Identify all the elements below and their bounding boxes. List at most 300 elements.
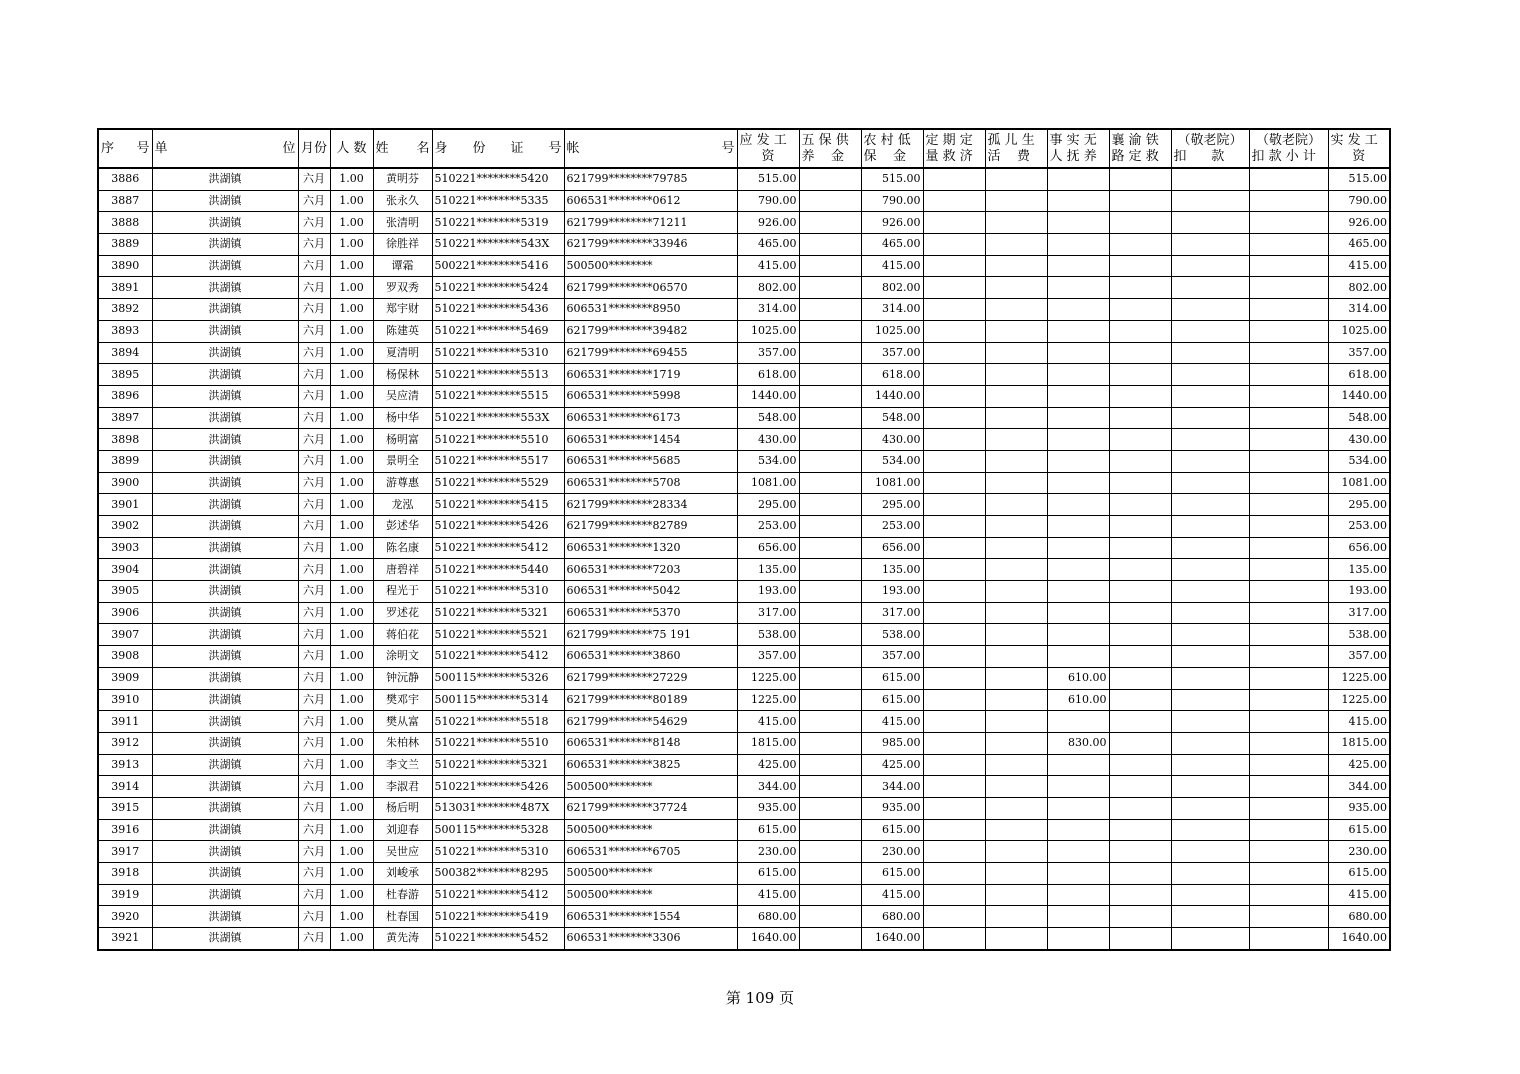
cell-dingqi [923, 407, 985, 429]
cell-actual-wage: 253.00 [1328, 516, 1390, 538]
header-jinglao-deduction: （敬老院） 扣 款 [1171, 129, 1249, 168]
cell-actual-wage: 314.00 [1328, 299, 1390, 321]
cell-count: 1.00 [330, 516, 373, 538]
cell-due-wage: 534.00 [737, 450, 799, 472]
cell-actual-wage: 295.00 [1328, 494, 1390, 516]
cell-shishi [1047, 581, 1109, 603]
cell-guer [985, 364, 1047, 386]
cell-jinglao-subtotal [1249, 928, 1328, 950]
cell-wubao [799, 928, 861, 950]
cell-dingqi [923, 646, 985, 668]
cell-jinglao-deduction [1171, 646, 1249, 668]
cell-unit: 洪湖镇 [152, 320, 298, 342]
cell-name: 杜春国 [373, 906, 432, 928]
cell-dibao: 253.00 [861, 516, 923, 538]
cell-dingqi [923, 212, 985, 234]
cell-month: 六月 [298, 581, 330, 603]
cell-unit: 洪湖镇 [152, 364, 298, 386]
cell-due-wage: 314.00 [737, 299, 799, 321]
cell-due-wage: 515.00 [737, 168, 799, 190]
cell-wubao [799, 841, 861, 863]
cell-due-wage: 538.00 [737, 624, 799, 646]
cell-id: 510221********5517 [432, 450, 564, 472]
cell-due-wage: 926.00 [737, 212, 799, 234]
cell-seq: 3902 [98, 516, 152, 538]
cell-unit: 洪湖镇 [152, 581, 298, 603]
table-row [98, 602, 1390, 624]
cell-guer [985, 841, 1047, 863]
cell-dingqi [923, 776, 985, 798]
cell-guer [985, 234, 1047, 256]
table-row [98, 429, 1390, 451]
cell-actual-wage: 357.00 [1328, 646, 1390, 668]
cell-jinglao-deduction [1171, 906, 1249, 928]
cell-account: 606531********7203 [564, 559, 737, 581]
cell-xiangyu [1109, 667, 1171, 689]
cell-dibao: 935.00 [861, 797, 923, 819]
cell-id: 510221********5513 [432, 364, 564, 386]
cell-unit: 洪湖镇 [152, 450, 298, 472]
cell-guer [985, 429, 1047, 451]
cell-dingqi [923, 429, 985, 451]
cell-account: 606531********5370 [564, 602, 737, 624]
cell-account: 606531********0612 [564, 190, 737, 212]
cell-actual-wage: 1081.00 [1328, 472, 1390, 494]
cell-actual-wage: 1640.00 [1328, 928, 1390, 950]
cell-due-wage: 790.00 [737, 190, 799, 212]
cell-shishi [1047, 863, 1109, 885]
cell-wubao [799, 602, 861, 624]
cell-jinglao-subtotal [1249, 797, 1328, 819]
cell-shishi [1047, 190, 1109, 212]
cell-dibao: 1640.00 [861, 928, 923, 950]
cell-count: 1.00 [330, 581, 373, 603]
cell-unit: 洪湖镇 [152, 255, 298, 277]
cell-name: 罗双秀 [373, 277, 432, 299]
cell-due-wage: 135.00 [737, 559, 799, 581]
cell-xiangyu [1109, 581, 1171, 603]
cell-id: 510221********5412 [432, 884, 564, 906]
cell-dingqi [923, 168, 985, 190]
table-row [98, 190, 1390, 212]
cell-seq: 3889 [98, 234, 152, 256]
cell-seq: 3904 [98, 559, 152, 581]
table-row [98, 906, 1390, 928]
cell-dibao: 790.00 [861, 190, 923, 212]
cell-name: 樊从富 [373, 711, 432, 733]
cell-dibao: 1081.00 [861, 472, 923, 494]
cell-name: 杨明富 [373, 429, 432, 451]
cell-due-wage: 193.00 [737, 581, 799, 603]
cell-month: 六月 [298, 299, 330, 321]
cell-unit: 洪湖镇 [152, 732, 298, 754]
cell-jinglao-subtotal [1249, 863, 1328, 885]
cell-due-wage: 415.00 [737, 711, 799, 733]
cell-seq: 3920 [98, 906, 152, 928]
cell-guer [985, 928, 1047, 950]
cell-shishi [1047, 277, 1109, 299]
cell-wubao [799, 277, 861, 299]
cell-count: 1.00 [330, 884, 373, 906]
cell-shishi [1047, 797, 1109, 819]
cell-account: 621799********39482 [564, 320, 737, 342]
cell-guer [985, 581, 1047, 603]
table-row [98, 537, 1390, 559]
cell-jinglao-deduction [1171, 277, 1249, 299]
cell-unit: 洪湖镇 [152, 646, 298, 668]
cell-due-wage: 357.00 [737, 646, 799, 668]
cell-count: 1.00 [330, 776, 373, 798]
cell-jinglao-subtotal [1249, 559, 1328, 581]
cell-account: 621799********27229 [564, 667, 737, 689]
cell-unit: 洪湖镇 [152, 168, 298, 190]
cell-due-wage: 425.00 [737, 754, 799, 776]
cell-id: 510221********5419 [432, 906, 564, 928]
cell-count: 1.00 [330, 906, 373, 928]
cell-unit: 洪湖镇 [152, 342, 298, 364]
cell-count: 1.00 [330, 450, 373, 472]
table-row [98, 494, 1390, 516]
cell-xiangyu [1109, 429, 1171, 451]
cell-month: 六月 [298, 277, 330, 299]
cell-actual-wage: 615.00 [1328, 863, 1390, 885]
cell-jinglao-deduction [1171, 516, 1249, 538]
cell-unit: 洪湖镇 [152, 602, 298, 624]
cell-seq: 3912 [98, 732, 152, 754]
cell-account: 606531********5998 [564, 385, 737, 407]
cell-guer [985, 732, 1047, 754]
cell-wubao [799, 429, 861, 451]
table-row [98, 212, 1390, 234]
cell-due-wage: 618.00 [737, 364, 799, 386]
cell-month: 六月 [298, 212, 330, 234]
cell-seq: 3894 [98, 342, 152, 364]
cell-guer [985, 646, 1047, 668]
cell-id: 510221********5415 [432, 494, 564, 516]
cell-name: 刘迎春 [373, 819, 432, 841]
table-row [98, 234, 1390, 256]
cell-shishi [1047, 168, 1109, 190]
cell-wubao [799, 494, 861, 516]
cell-name: 李文兰 [373, 754, 432, 776]
cell-unit: 洪湖镇 [152, 711, 298, 733]
cell-xiangyu [1109, 841, 1171, 863]
cell-unit: 洪湖镇 [152, 234, 298, 256]
cell-count: 1.00 [330, 732, 373, 754]
cell-count: 1.00 [330, 797, 373, 819]
cell-xiangyu [1109, 754, 1171, 776]
cell-actual-wage: 425.00 [1328, 754, 1390, 776]
cell-xiangyu [1109, 711, 1171, 733]
cell-wubao [799, 168, 861, 190]
cell-month: 六月 [298, 168, 330, 190]
cell-jinglao-subtotal [1249, 190, 1328, 212]
cell-guer [985, 906, 1047, 928]
cell-dingqi [923, 581, 985, 603]
cell-due-wage: 935.00 [737, 797, 799, 819]
cell-seq: 3888 [98, 212, 152, 234]
cell-shishi [1047, 559, 1109, 581]
cell-guer [985, 667, 1047, 689]
cell-jinglao-subtotal [1249, 429, 1328, 451]
cell-wubao [799, 667, 861, 689]
cell-dibao: 465.00 [861, 234, 923, 256]
table-row [98, 581, 1390, 603]
cell-jinglao-deduction [1171, 407, 1249, 429]
cell-dingqi [923, 928, 985, 950]
table-row [98, 472, 1390, 494]
cell-month: 六月 [298, 884, 330, 906]
cell-actual-wage: 538.00 [1328, 624, 1390, 646]
cell-dibao: 538.00 [861, 624, 923, 646]
cell-wubao [799, 581, 861, 603]
cell-seq: 3891 [98, 277, 152, 299]
cell-guer [985, 190, 1047, 212]
cell-count: 1.00 [330, 277, 373, 299]
cell-jinglao-deduction [1171, 494, 1249, 516]
cell-count: 1.00 [330, 559, 373, 581]
cell-unit: 洪湖镇 [152, 624, 298, 646]
cell-xiangyu [1109, 863, 1171, 885]
cell-id: 510221********5510 [432, 732, 564, 754]
cell-count: 1.00 [330, 819, 373, 841]
cell-seq: 3913 [98, 754, 152, 776]
cell-name: 景明全 [373, 450, 432, 472]
cell-count: 1.00 [330, 624, 373, 646]
cell-due-wage: 415.00 [737, 884, 799, 906]
cell-id: 513031********487X [432, 797, 564, 819]
cell-jinglao-deduction [1171, 819, 1249, 841]
header-name: 姓 名 [373, 129, 432, 168]
cell-wubao [799, 450, 861, 472]
cell-dingqi [923, 797, 985, 819]
table-row [98, 819, 1390, 841]
cell-jinglao-deduction [1171, 212, 1249, 234]
cell-actual-wage: 430.00 [1328, 429, 1390, 451]
cell-actual-wage: 1225.00 [1328, 667, 1390, 689]
cell-dibao: 985.00 [861, 732, 923, 754]
table-row [98, 646, 1390, 668]
cell-wubao [799, 320, 861, 342]
cell-shishi [1047, 711, 1109, 733]
cell-jinglao-subtotal [1249, 516, 1328, 538]
cell-jinglao-deduction [1171, 299, 1249, 321]
cell-jinglao-subtotal [1249, 819, 1328, 841]
cell-wubao [799, 559, 861, 581]
cell-dibao: 802.00 [861, 277, 923, 299]
cell-count: 1.00 [330, 342, 373, 364]
cell-wubao [799, 819, 861, 841]
table-row [98, 385, 1390, 407]
cell-actual-wage: 357.00 [1328, 342, 1390, 364]
cell-jinglao-deduction [1171, 884, 1249, 906]
cell-due-wage: 230.00 [737, 841, 799, 863]
cell-shishi [1047, 472, 1109, 494]
cell-name: 吴世应 [373, 841, 432, 863]
cell-wubao [799, 906, 861, 928]
cell-name: 吴应清 [373, 385, 432, 407]
cell-due-wage: 548.00 [737, 407, 799, 429]
cell-due-wage: 253.00 [737, 516, 799, 538]
cell-seq: 3909 [98, 667, 152, 689]
cell-guer [985, 320, 1047, 342]
cell-shishi [1047, 537, 1109, 559]
cell-due-wage: 802.00 [737, 277, 799, 299]
cell-account: 606531********5042 [564, 581, 737, 603]
cell-dingqi [923, 299, 985, 321]
cell-due-wage: 1025.00 [737, 320, 799, 342]
cell-shishi [1047, 320, 1109, 342]
cell-actual-wage: 615.00 [1328, 819, 1390, 841]
cell-dingqi [923, 602, 985, 624]
cell-count: 1.00 [330, 320, 373, 342]
cell-actual-wage: 534.00 [1328, 450, 1390, 472]
cell-jinglao-subtotal [1249, 234, 1328, 256]
cell-count: 1.00 [330, 168, 373, 190]
cell-jinglao-subtotal [1249, 624, 1328, 646]
cell-seq: 3901 [98, 494, 152, 516]
cell-actual-wage: 415.00 [1328, 884, 1390, 906]
cell-guer [985, 299, 1047, 321]
cell-xiangyu [1109, 364, 1171, 386]
cell-seq: 3918 [98, 863, 152, 885]
cell-unit: 洪湖镇 [152, 407, 298, 429]
cell-name: 涂明文 [373, 646, 432, 668]
cell-due-wage: 680.00 [737, 906, 799, 928]
cell-jinglao-subtotal [1249, 494, 1328, 516]
cell-account: 606531********1454 [564, 429, 737, 451]
cell-count: 1.00 [330, 646, 373, 668]
cell-count: 1.00 [330, 364, 373, 386]
cell-actual-wage: 515.00 [1328, 168, 1390, 190]
cell-wubao [799, 190, 861, 212]
cell-unit: 洪湖镇 [152, 516, 298, 538]
header-row [98, 129, 1390, 168]
table-row [98, 450, 1390, 472]
cell-id: 510221********5452 [432, 928, 564, 950]
cell-seq: 3905 [98, 581, 152, 603]
cell-dingqi [923, 494, 985, 516]
cell-seq: 3917 [98, 841, 152, 863]
header-shishi: 事 实 无 人 抚 养 [1047, 129, 1109, 168]
cell-count: 1.00 [330, 407, 373, 429]
cell-name: 郑宇财 [373, 299, 432, 321]
table-body [98, 168, 1390, 950]
cell-id: 510221********5426 [432, 776, 564, 798]
cell-jinglao-subtotal [1249, 472, 1328, 494]
cell-dingqi [923, 754, 985, 776]
cell-dingqi [923, 190, 985, 212]
cell-account: 606531********8148 [564, 732, 737, 754]
cell-jinglao-deduction [1171, 797, 1249, 819]
cell-xiangyu [1109, 732, 1171, 754]
cell-due-wage: 1225.00 [737, 667, 799, 689]
cell-jinglao-subtotal [1249, 689, 1328, 711]
cell-seq: 3911 [98, 711, 152, 733]
cell-wubao [799, 537, 861, 559]
cell-dibao: 314.00 [861, 299, 923, 321]
cell-guer [985, 711, 1047, 733]
cell-guer [985, 450, 1047, 472]
cell-wubao [799, 732, 861, 754]
cell-guer [985, 516, 1047, 538]
cell-dibao: 430.00 [861, 429, 923, 451]
cell-month: 六月 [298, 407, 330, 429]
cell-unit: 洪湖镇 [152, 841, 298, 863]
cell-seq: 3919 [98, 884, 152, 906]
cell-due-wage: 1815.00 [737, 732, 799, 754]
cell-guer [985, 602, 1047, 624]
cell-seq: 3910 [98, 689, 152, 711]
cell-jinglao-deduction [1171, 624, 1249, 646]
cell-dibao: 926.00 [861, 212, 923, 234]
cell-wubao [799, 212, 861, 234]
cell-dibao: 230.00 [861, 841, 923, 863]
cell-jinglao-deduction [1171, 429, 1249, 451]
cell-jinglao-subtotal [1249, 776, 1328, 798]
header-xiangyu: 襄 渝 铁 路 定 救 [1109, 129, 1171, 168]
cell-count: 1.00 [330, 602, 373, 624]
cell-jinglao-subtotal [1249, 906, 1328, 928]
cell-actual-wage: 1025.00 [1328, 320, 1390, 342]
cell-wubao [799, 385, 861, 407]
cell-month: 六月 [298, 559, 330, 581]
cell-account: 621799********82789 [564, 516, 737, 538]
cell-seq: 3899 [98, 450, 152, 472]
cell-jinglao-deduction [1171, 342, 1249, 364]
cell-unit: 洪湖镇 [152, 928, 298, 950]
cell-actual-wage: 790.00 [1328, 190, 1390, 212]
table-row [98, 364, 1390, 386]
cell-jinglao-subtotal [1249, 364, 1328, 386]
cell-account: 500500******** [564, 255, 737, 277]
cell-wubao [799, 863, 861, 885]
cell-count: 1.00 [330, 255, 373, 277]
cell-guer [985, 624, 1047, 646]
cell-seq: 3892 [98, 299, 152, 321]
cell-guer [985, 472, 1047, 494]
table-row [98, 299, 1390, 321]
cell-id: 510221********5440 [432, 559, 564, 581]
cell-account: 621799********79785 [564, 168, 737, 190]
cell-xiangyu [1109, 646, 1171, 668]
cell-shishi [1047, 212, 1109, 234]
cell-wubao [799, 711, 861, 733]
cell-actual-wage: 230.00 [1328, 841, 1390, 863]
cell-dingqi [923, 732, 985, 754]
cell-id: 510221********5424 [432, 277, 564, 299]
cell-jinglao-deduction [1171, 928, 1249, 950]
cell-xiangyu [1109, 472, 1171, 494]
cell-count: 1.00 [330, 841, 373, 863]
cell-id: 510221********5469 [432, 320, 564, 342]
cell-jinglao-deduction [1171, 863, 1249, 885]
cell-name: 黄明芬 [373, 168, 432, 190]
cell-name: 杨后明 [373, 797, 432, 819]
cell-wubao [799, 364, 861, 386]
cell-xiangyu [1109, 494, 1171, 516]
cell-month: 六月 [298, 602, 330, 624]
cell-xiangyu [1109, 299, 1171, 321]
cell-dibao: 415.00 [861, 255, 923, 277]
cell-shishi [1047, 407, 1109, 429]
cell-count: 1.00 [330, 928, 373, 950]
cell-account: 606531********3306 [564, 928, 737, 950]
cell-jinglao-subtotal [1249, 884, 1328, 906]
cell-xiangyu [1109, 928, 1171, 950]
cell-id: 510221********553X [432, 407, 564, 429]
cell-unit: 洪湖镇 [152, 385, 298, 407]
